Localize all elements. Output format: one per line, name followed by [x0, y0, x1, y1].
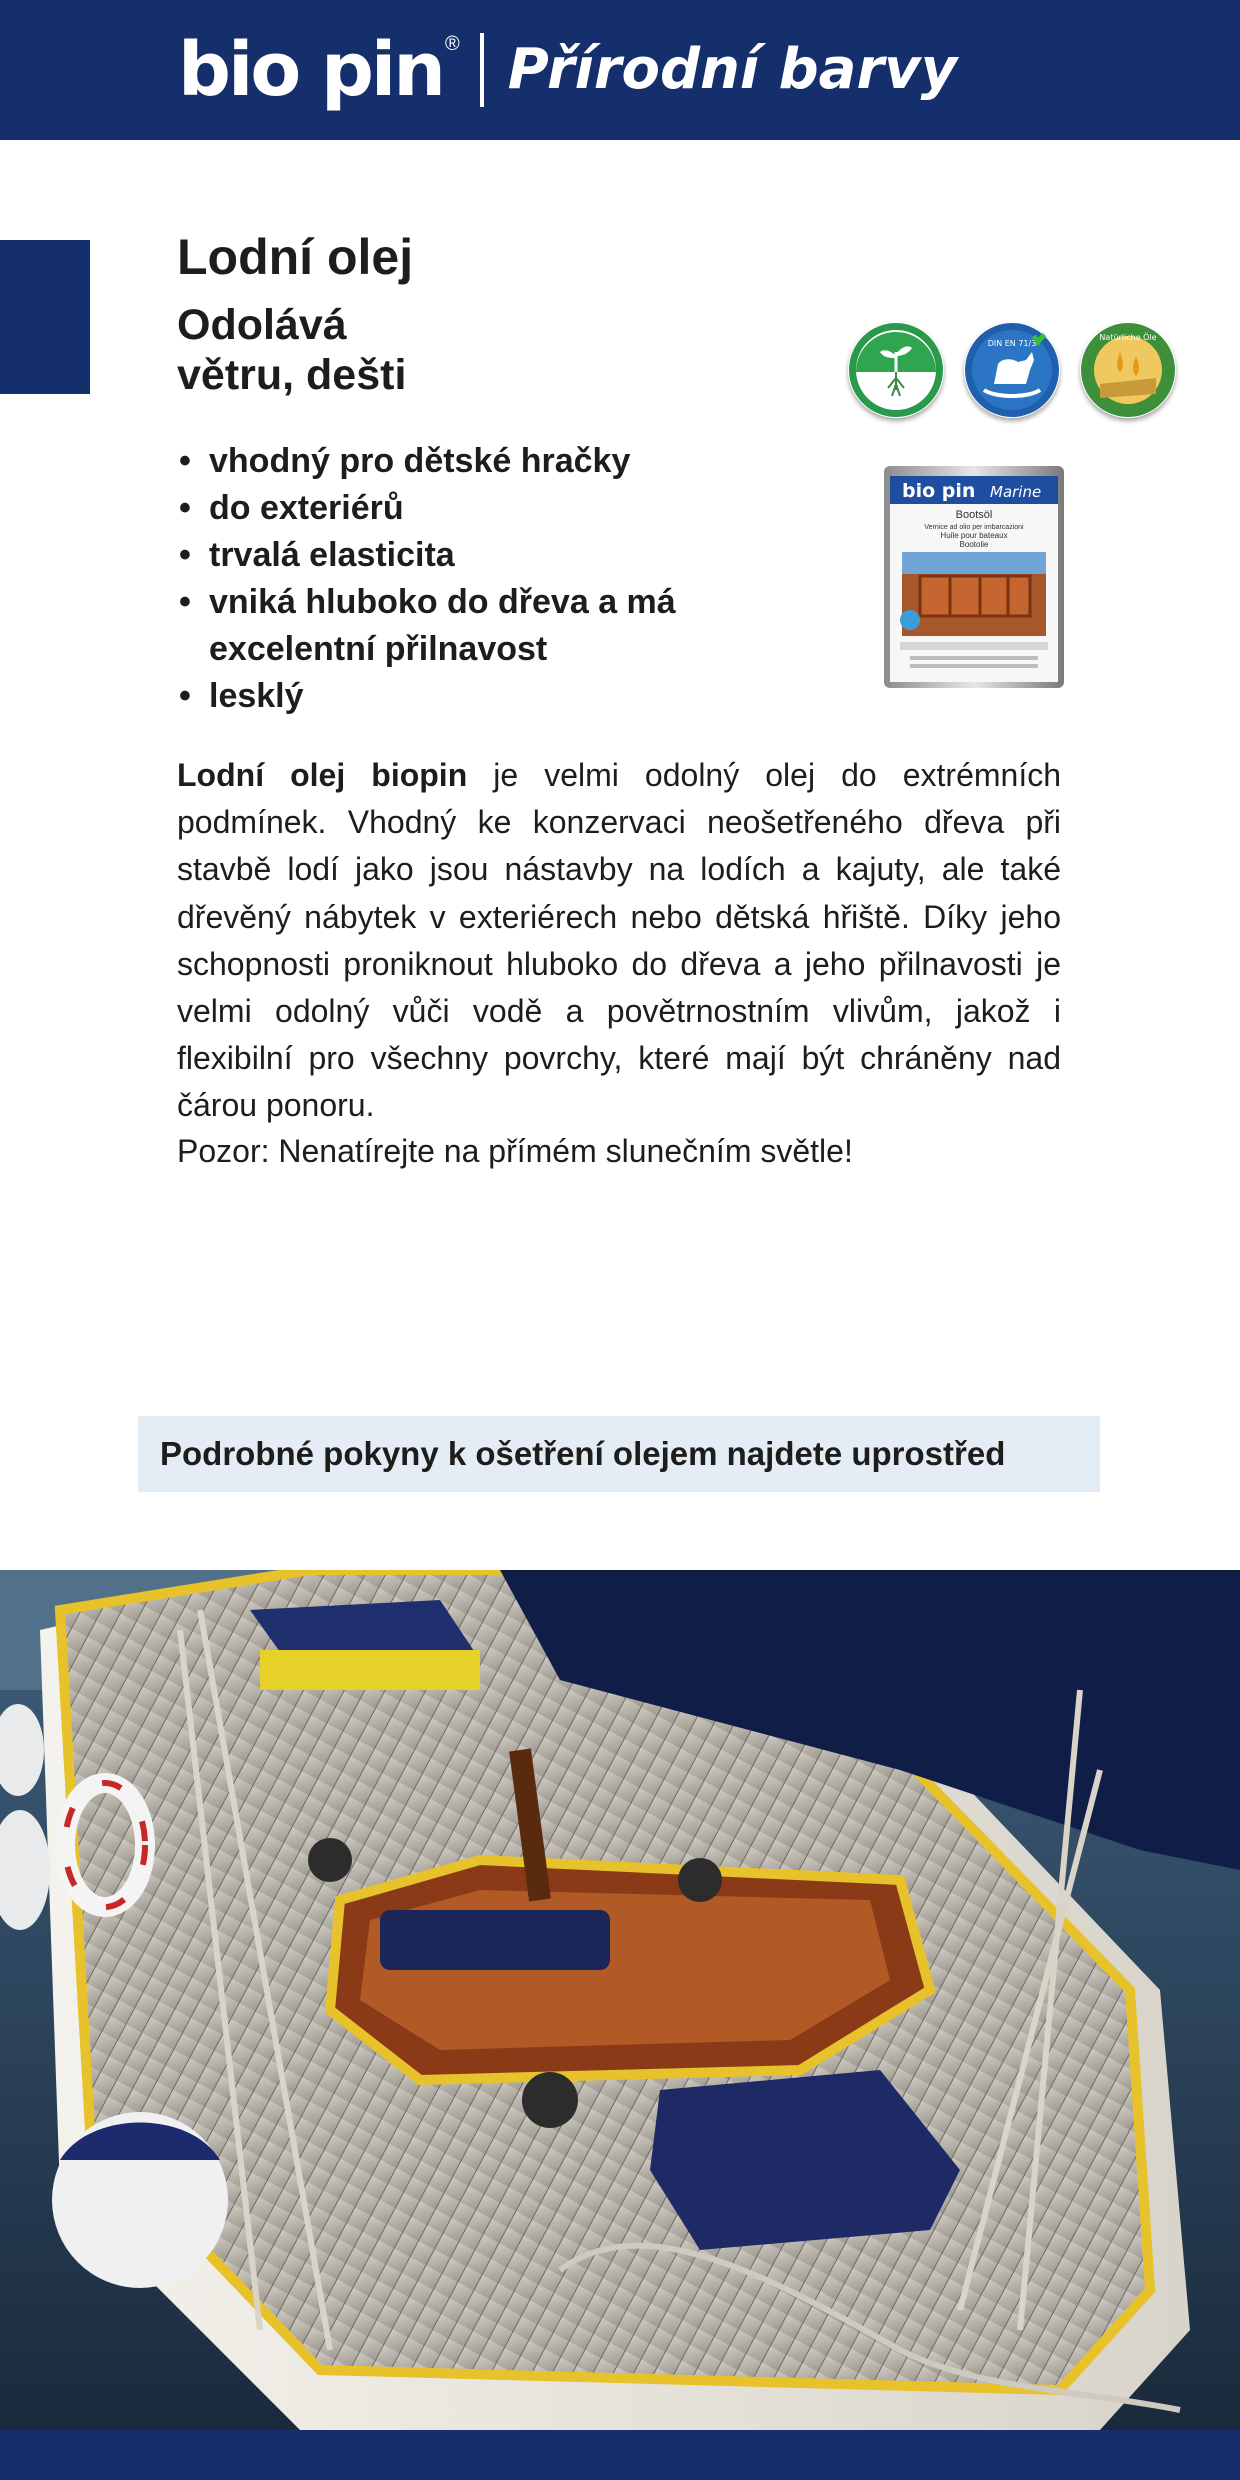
subtitle-line-1: Odolává	[177, 301, 347, 349]
instructions-note-text: Podrobné pokyny k ošetření olejem najdete uprostřed	[160, 1435, 1006, 1472]
product-description	[177, 752, 1061, 1130]
din-en71-toy-safety-badge-icon	[964, 322, 1060, 418]
brand-logo	[178, 22, 957, 118]
natural-oil-badge-text: Natürliche Öle	[1099, 333, 1157, 342]
instructions-note	[138, 1416, 1100, 1492]
footer-bar	[0, 2430, 1240, 2480]
plant-roots-badge-icon	[848, 322, 944, 418]
can-line-2: Vernice ad olio per imbarcazioni	[924, 524, 1024, 531]
can-product: Bootsöl	[955, 509, 993, 521]
feature-item: • trvalá elasticita	[177, 532, 797, 579]
brand-divider	[480, 33, 484, 107]
brand-name: bio pin	[178, 27, 443, 113]
feature-item: • lesklý	[177, 673, 797, 720]
product-can-image	[880, 464, 1068, 690]
subtitle-line-2: větru, dešti	[177, 351, 407, 399]
can-brand: bio pin	[902, 480, 976, 502]
din-badge-text: DIN EN 71/3	[987, 339, 1037, 348]
warning-text: Pozor: Nenatírejte na přímém slunečním světle!	[177, 1133, 853, 1169]
certification-badges	[848, 322, 1178, 422]
product-title: Lodní olej	[177, 229, 414, 285]
sailboat-deck-photo	[0, 1570, 1240, 2430]
product-subtitle	[177, 300, 577, 400]
can-line: Marine	[990, 483, 1042, 501]
feature-item: • vhodný pro dětské hračky	[177, 438, 797, 485]
can-line-3: Huile pour bateaux	[940, 531, 1008, 540]
header-bar	[0, 0, 1240, 140]
can-line-4: Bootolie	[959, 540, 989, 549]
description-lead: Lodní olej biopin	[177, 757, 468, 793]
feature-item: • vniká hluboko do dřeva a má excelentní přilnavost	[177, 579, 797, 673]
feature-item: • do exteriérů	[177, 485, 797, 532]
brand-tagline: Přírodní barvy	[507, 37, 958, 102]
description-text: je velmi odolný olej do extrémních podmínek. Vhodný ke konzervaci neošetřeného dřeva při stavbě lodí jako jsou nástavby na lodích a kajuty, ale také dřevěný nábytek v exteriérech nebo dětská hřiště. Díky jeho schopnosti proniknout hluboko do dřeva a jeho přilnavosti je velmi odolný vůči vodě a povětrnostním vlivům, jakož i flexibilní pro všechny povrchy, které mají být chráněny nad čárou ponoru.	[177, 757, 1062, 1124]
side-tab-marker	[0, 240, 90, 394]
registered-mark: ®	[444, 32, 460, 55]
natural-oil-badge-icon	[1080, 322, 1176, 418]
feature-list	[177, 438, 797, 720]
